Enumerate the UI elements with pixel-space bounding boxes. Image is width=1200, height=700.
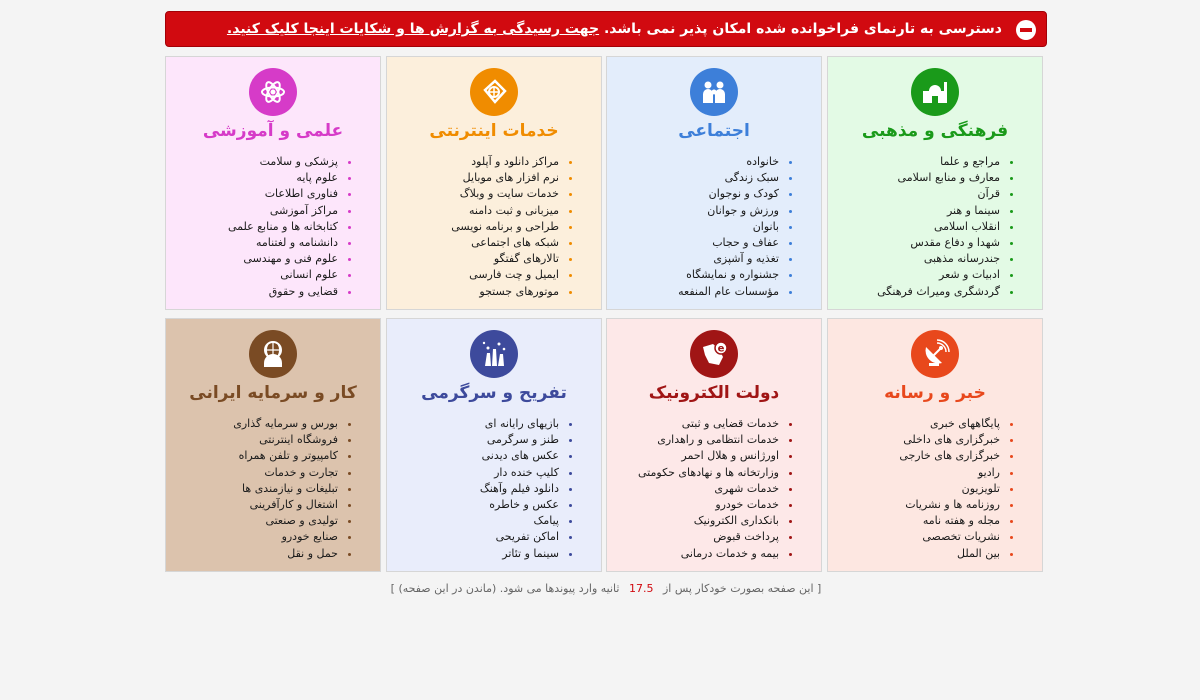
category-link[interactable]: • عکس و خاطره xyxy=(395,497,559,513)
category-link[interactable]: • مؤسسات عام المنفعه xyxy=(615,284,779,300)
category-link[interactable]: • نرم افزار های موبایل xyxy=(395,170,559,186)
category-link[interactable]: • خدمات خودرو xyxy=(615,497,779,513)
atom-icon[interactable] xyxy=(249,68,297,116)
svg-text:e: e xyxy=(717,343,725,355)
category-link[interactable]: • مراجع و علما xyxy=(836,154,1000,170)
redirect-notice xyxy=(165,582,1047,595)
category-link[interactable]: • علوم انسانی xyxy=(174,267,338,283)
category-link[interactable]: • مراکز آموزشی xyxy=(174,203,338,219)
category-link[interactable]: • ورزش و جوانان xyxy=(615,203,779,219)
category-card xyxy=(386,318,602,572)
alert-text: دسترسی به تارنمای فراخوانده شده امکان پذیر نمی باشد. xyxy=(603,21,1002,37)
category-link[interactable]: • سبک زندگی xyxy=(615,170,779,186)
satellite-dish-icon[interactable] xyxy=(911,330,959,378)
category-title[interactable]: خدمات اینترنتی xyxy=(429,121,559,141)
redirect-suffix: ثانیه وارد پیوندها می شود. xyxy=(499,582,620,595)
globe-tag-icon[interactable] xyxy=(470,68,518,116)
category-link[interactable]: • حمل و نقل xyxy=(174,546,338,562)
category-title[interactable]: تفریح و سرگرمی xyxy=(421,383,567,403)
countdown-seconds: 17.5 xyxy=(628,582,654,595)
category-grid xyxy=(165,56,1047,576)
category-link[interactable]: • میزبانی و ثبت دامنه xyxy=(395,203,559,219)
category-link[interactable]: • بانوان xyxy=(615,219,779,235)
category-link[interactable]: • سینما و تئاتر xyxy=(395,546,559,562)
category-link[interactable]: • علوم پایه xyxy=(174,170,338,186)
category-link[interactable]: • معارف و منابع اسلامی xyxy=(836,170,1000,186)
category-link[interactable]: • خدمات سایت و وبلاگ xyxy=(395,186,559,202)
category-link[interactable]: • تجارت و خدمات xyxy=(174,465,338,481)
category-link[interactable]: • بانکداری الکترونیک xyxy=(615,513,779,529)
e-iran-icon[interactable] xyxy=(690,330,738,378)
category-title[interactable]: خبر و رسانه xyxy=(884,383,986,403)
category-link-list xyxy=(395,154,577,300)
category-title[interactable]: دولت الکترونیک xyxy=(648,383,780,403)
category-link[interactable]: • موتورهای جستجو xyxy=(395,284,559,300)
category-link[interactable]: • خدمات قضایی و ثبتی xyxy=(615,416,779,432)
category-card xyxy=(386,56,602,310)
category-link[interactable]: • کودک و نوجوان xyxy=(615,186,779,202)
category-card xyxy=(606,318,822,572)
category-link-list xyxy=(174,416,356,562)
category-title[interactable]: اجتماعی xyxy=(678,121,750,141)
category-link[interactable]: • پرداخت قبوض xyxy=(615,529,779,545)
party-hands-icon[interactable] xyxy=(470,330,518,378)
blocked-access-alert xyxy=(165,11,1047,47)
category-link[interactable]: • تغذیه و آشپزی xyxy=(615,251,779,267)
category-link[interactable]: • فناوری اطلاعات xyxy=(174,186,338,202)
category-link[interactable]: • سینما و هنر xyxy=(836,203,1000,219)
redirect-prefix: [ این صفحه بصورت خودکار پس از xyxy=(662,582,822,595)
category-link[interactable]: • پیامک xyxy=(395,513,559,529)
category-link[interactable]: • قرآن xyxy=(836,186,1000,202)
report-complaint-link[interactable]: جهت رسیدگی به گزارش ها و شکایات اینجا کلیک کنید. xyxy=(226,21,600,37)
category-link[interactable]: • فروشگاه اینترنتی xyxy=(174,432,338,448)
category-card xyxy=(827,318,1043,572)
category-link[interactable]: • پایگاههای خبری xyxy=(836,416,1000,432)
category-link[interactable]: • جشنواره و نمایشگاه xyxy=(615,267,779,283)
category-link-list xyxy=(615,416,797,562)
category-link[interactable]: • طراحی و برنامه نویسی xyxy=(395,219,559,235)
category-link-list xyxy=(615,154,797,300)
category-card xyxy=(606,56,822,310)
category-link[interactable]: • ادبیات و شعر xyxy=(836,267,1000,283)
category-title[interactable]: فرهنگی و مذهبی xyxy=(861,121,1009,141)
category-title[interactable]: علمی و آموزشی xyxy=(202,121,344,141)
category-card xyxy=(827,56,1043,310)
category-link-list xyxy=(836,416,1018,562)
category-link[interactable]: • اورژانس و هلال احمر xyxy=(615,448,779,464)
category-link[interactable]: • اماکن تفریحی xyxy=(395,529,559,545)
category-link[interactable]: • تلویزیون xyxy=(836,481,1000,497)
category-link[interactable]: • خبرگزاری های داخلی xyxy=(836,432,1000,448)
category-link[interactable]: • تولیدی و صنعتی xyxy=(174,513,338,529)
category-link[interactable]: • روزنامه ها و نشریات xyxy=(836,497,1000,513)
page-wrapper xyxy=(165,11,1047,595)
category-link[interactable]: • کتابخانه ها و منابع علمی xyxy=(174,219,338,235)
category-link-list xyxy=(836,154,1018,300)
category-title[interactable]: کار و سرمایه ایرانی xyxy=(189,383,357,403)
category-link[interactable]: • وزارتخانه ها و نهادهای حکومتی xyxy=(615,465,779,481)
category-link[interactable]: • مراکز دانلود و آپلود xyxy=(395,154,559,170)
category-link[interactable]: • نشریات تخصصی xyxy=(836,529,1000,545)
category-link[interactable]: • ایمیل و چت فارسی xyxy=(395,267,559,283)
category-link[interactable]: • عکس های دیدنی xyxy=(395,448,559,464)
category-link[interactable]: • گردشگری ومیراث فرهنگی xyxy=(836,284,1000,300)
category-link[interactable]: • خبرگزاری های خارجی xyxy=(836,448,1000,464)
category-link-list xyxy=(395,416,577,562)
category-link[interactable]: • بورس و سرمایه گذاری xyxy=(174,416,338,432)
category-card xyxy=(165,56,381,310)
category-card xyxy=(165,318,381,572)
category-link[interactable]: • پزشکی و سلامت xyxy=(174,154,338,170)
category-link[interactable]: • بازیهای رایانه ای xyxy=(395,416,559,432)
category-link[interactable]: • مجله و هفته نامه xyxy=(836,513,1000,529)
category-link[interactable]: • قضایی و حقوق xyxy=(174,284,338,300)
category-link[interactable]: • اشتغال و کارآفرینی xyxy=(174,497,338,513)
category-link[interactable]: • جندرسانه مذهبی xyxy=(836,251,1000,267)
stop-icon xyxy=(1016,20,1036,40)
category-link-list xyxy=(174,154,356,300)
worker-globe-icon[interactable] xyxy=(249,330,297,378)
category-link[interactable]: • کامپیوتر و تلفن همراه xyxy=(174,448,338,464)
category-link[interactable]: • دانشنامه و لغتنامه xyxy=(174,235,338,251)
category-link[interactable]: • انقلاب اسلامی xyxy=(836,219,1000,235)
category-link[interactable]: • بین الملل xyxy=(836,546,1000,562)
category-link[interactable]: • عفاف و حجاب xyxy=(615,235,779,251)
category-link[interactable]: • صنایع خودرو xyxy=(174,529,338,545)
mosque-icon[interactable] xyxy=(911,68,959,116)
category-link[interactable]: • تالارهای گفتگو xyxy=(395,251,559,267)
category-link[interactable]: • شهدا و دفاع مقدس xyxy=(836,235,1000,251)
category-link[interactable]: • تبلیغات و نیازمندی ها xyxy=(174,481,338,497)
category-link[interactable]: • رادیو xyxy=(836,465,1000,481)
category-link[interactable]: • خدمات انتظامی و راهداری xyxy=(615,432,779,448)
family-icon[interactable] xyxy=(690,68,738,116)
redirect-close-bracket: ] xyxy=(390,582,395,595)
category-link[interactable]: • خدمات شهری xyxy=(615,481,779,497)
category-link[interactable]: • شبکه های اجتماعی xyxy=(395,235,559,251)
category-link[interactable]: • کلیپ خنده دار xyxy=(395,465,559,481)
category-link[interactable]: • خانواده xyxy=(615,154,779,170)
category-link[interactable]: • علوم فنی و مهندسی xyxy=(174,251,338,267)
category-link[interactable]: • دانلود فیلم وآهنگ xyxy=(395,481,559,497)
stay-on-page-link[interactable]: (ماندن در این صفحه) xyxy=(398,582,497,595)
category-link[interactable]: • بیمه و خدمات درمانی xyxy=(615,546,779,562)
category-link[interactable]: • طنز و سرگرمی xyxy=(395,432,559,448)
